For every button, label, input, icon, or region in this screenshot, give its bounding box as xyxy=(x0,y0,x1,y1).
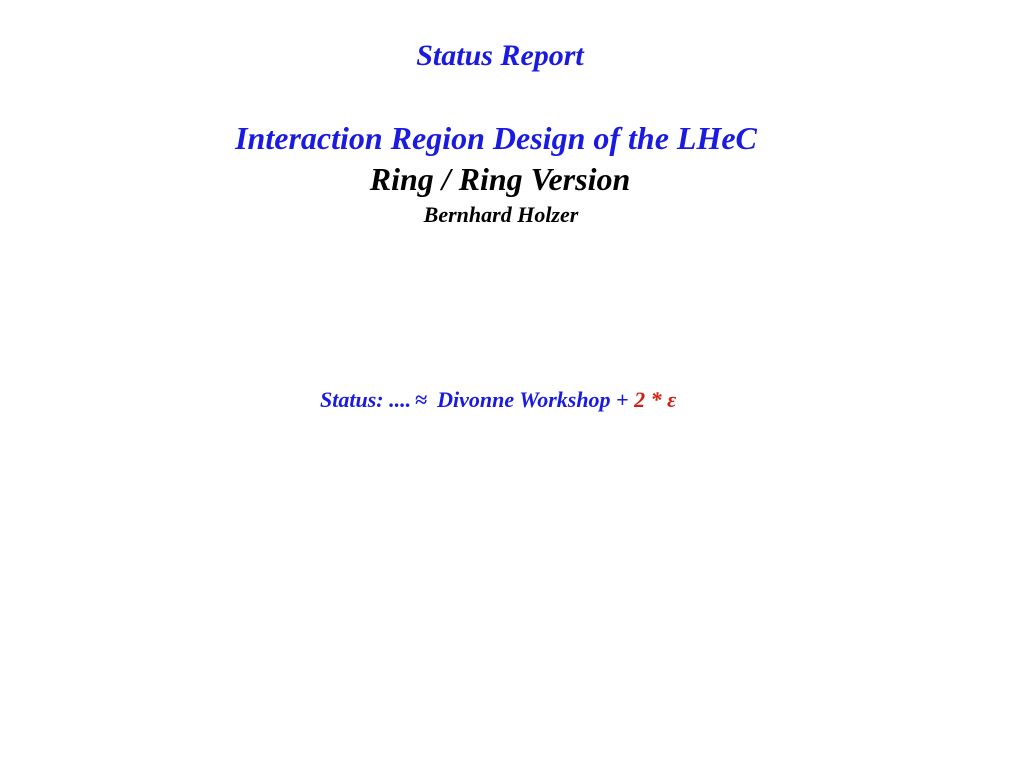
status-line xyxy=(320,385,676,415)
status-label: Status: .... xyxy=(320,387,412,412)
approx-symbol: ≈ xyxy=(415,387,428,412)
workshop-text: Divonne Workshop + xyxy=(437,387,629,412)
slide-author: Bernhard Holzer xyxy=(423,202,579,227)
slide-heading: Status Report xyxy=(416,39,584,72)
factor-value: 2 xyxy=(634,387,646,412)
slide-title: Interaction Region Design of the LHeC xyxy=(235,120,757,156)
epsilon-symbol: ε xyxy=(667,387,677,412)
slide-subtitle: Ring / Ring Version xyxy=(369,161,631,197)
times-symbol: * xyxy=(650,387,662,412)
